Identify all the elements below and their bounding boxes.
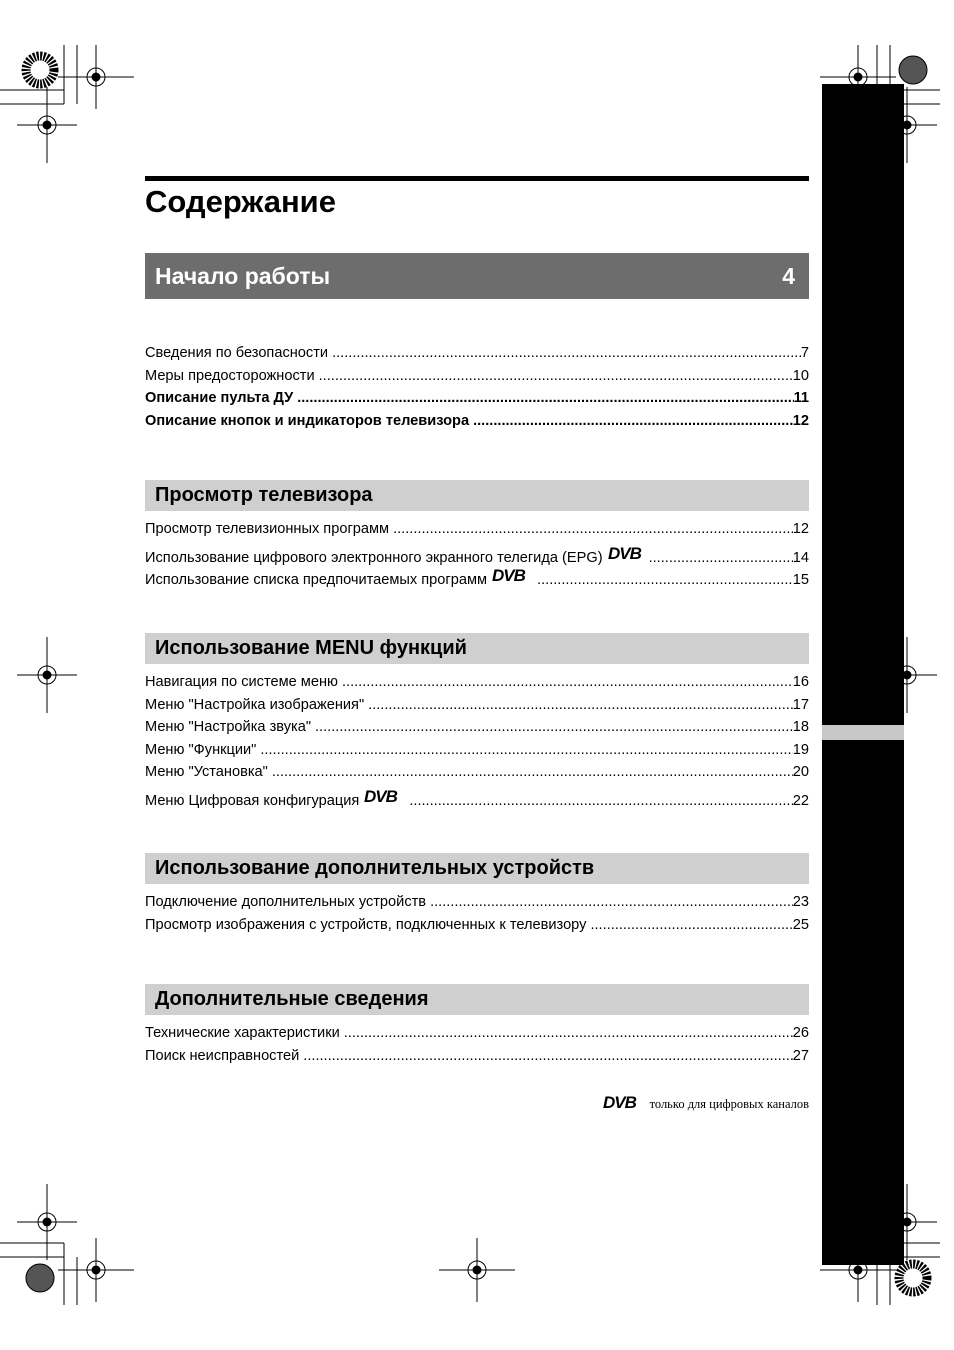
toc-list-watching-tv (145, 521, 809, 589)
section-header-additional-info: Дополнительные сведения (145, 984, 809, 1015)
toc-entry[interactable]: Использование списка предпочитаемых программ DVB ..... 15 (145, 566, 809, 589)
toc-entry[interactable]: Использование цифрового электронного экранного телегида (EPG) DVB ..... 14 (145, 544, 809, 567)
toc-entry[interactable]: Просмотр телевизионных программ ..... 12 (145, 521, 809, 544)
toc-entry[interactable]: Описание пульта ДУ ..... 11 (145, 390, 809, 413)
svg-text:DVB: DVB (364, 786, 398, 805)
toc-list-additional-info (145, 1025, 809, 1070)
toc-entry[interactable]: Сведения по безопасности ..... 7 (145, 345, 809, 368)
side-tab-lower (822, 740, 904, 1265)
section-header-menu-functions: Использование MENU функций (145, 633, 809, 664)
toc-entry[interactable]: Меню "Настройка звука" ..... 18 (145, 719, 809, 742)
dvb-logo-icon (602, 1093, 640, 1115)
dvb-logo-icon (491, 566, 529, 588)
toc-list-additional-devices (145, 894, 809, 939)
footnote-text: только для цифровых каналов (649, 1096, 809, 1111)
section-page: 4 (782, 262, 795, 289)
side-tab-marker (822, 725, 904, 740)
side-tab (822, 84, 904, 725)
title-rule (145, 176, 809, 181)
toc-entry[interactable]: Меры предосторожности ..... 10 (145, 368, 809, 391)
toc-list-menu-functions (145, 674, 809, 809)
toc-entry[interactable]: Поиск неисправностей ..... 27 (145, 1048, 809, 1071)
section-header-getting-started (145, 253, 809, 299)
toc-entry[interactable]: Подключение дополнительных устройств ..... 23 (145, 894, 809, 917)
toc-entry[interactable]: Меню "Настройка изображения" ..... 17 (145, 697, 809, 720)
toc-entry[interactable]: Просмотр изображения с устройств, подключенных к телевизору ..... 25 (145, 917, 809, 940)
section-header-watching-tv: Просмотр телевизора (145, 480, 809, 511)
section-header-additional-devices: Использование дополнительных устройств (145, 853, 809, 884)
toc-entry[interactable]: Меню "Функции" ..... 19 (145, 742, 809, 765)
svg-text:DVB: DVB (602, 1093, 636, 1111)
toc-entry[interactable]: Описание кнопок и индикаторов телевизора ..... 12 (145, 413, 809, 436)
toc-entry[interactable]: Меню "Установка" ..... 20 (145, 764, 809, 787)
toc-entry[interactable]: Навигация по системе меню ..... 16 (145, 674, 809, 697)
svg-text:DVB: DVB (607, 543, 641, 562)
toc-list-intro (145, 345, 809, 435)
section-title: Начало работы (155, 262, 331, 289)
page-title: Содержание (145, 184, 336, 219)
toc-entry[interactable]: Меню Цифровая конфигурация DVB ..... 22 (145, 787, 809, 810)
footnote (602, 1093, 809, 1115)
dvb-logo-icon (363, 787, 401, 809)
dvb-logo-icon (607, 544, 645, 566)
svg-text:DVB: DVB (492, 566, 525, 584)
toc-entry[interactable]: Технические характеристики ..... 26 (145, 1025, 809, 1048)
